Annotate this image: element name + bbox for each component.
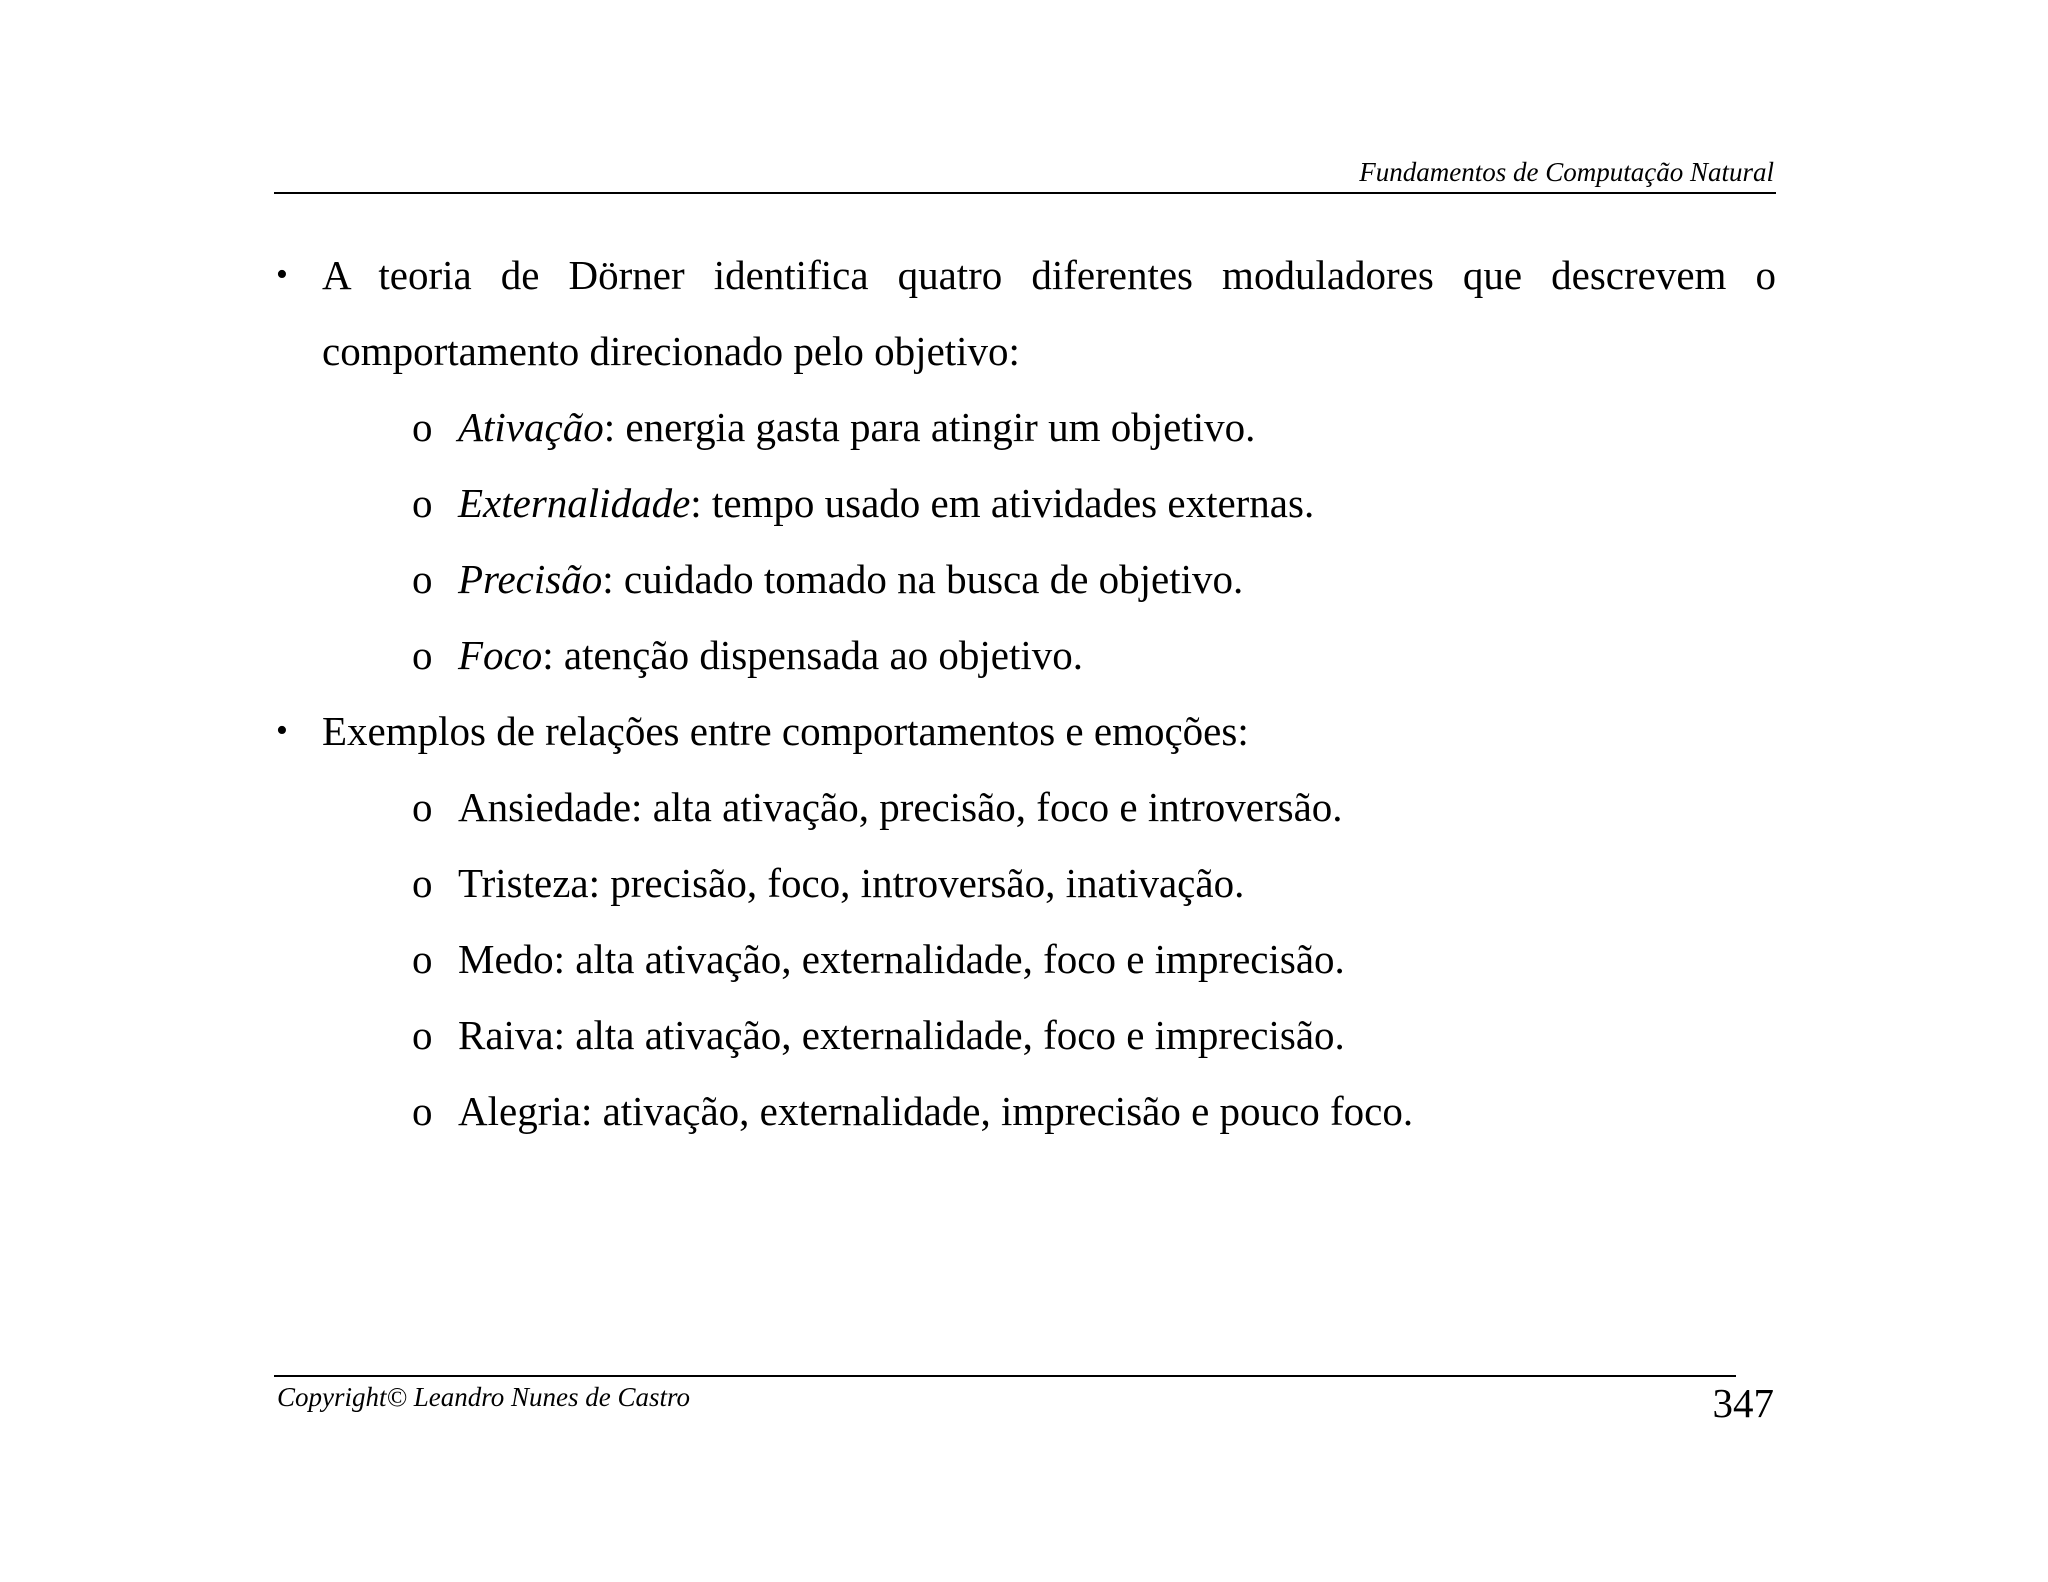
sub-marker: o bbox=[412, 860, 433, 906]
sub-marker: o bbox=[412, 1012, 433, 1058]
term-description: : tempo usado em atividades externas. bbox=[690, 480, 1315, 526]
header-rule bbox=[274, 192, 1776, 194]
sub-marker: o bbox=[412, 936, 433, 982]
slide-content bbox=[274, 237, 1776, 1149]
sub-marker: o bbox=[412, 480, 433, 526]
sub-item-tristeza bbox=[322, 845, 1776, 921]
term-description: : atenção dispensada ao objetivo. bbox=[542, 632, 1084, 678]
sub-item-raiva bbox=[322, 997, 1776, 1073]
footer-copyright: Copyright© Leandro Nunes de Castro bbox=[277, 1382, 691, 1412]
sub-list-moduladores bbox=[322, 389, 1776, 693]
term-label: Precisão bbox=[458, 556, 603, 602]
bullet-text: Exemplos de relações entre comportamentos e emoções: bbox=[322, 708, 1249, 754]
sub-item-text: Medo: alta ativação, externalidade, foco e imprecisão. bbox=[458, 936, 1345, 982]
page-number: 347 bbox=[1712, 1380, 1774, 1426]
sub-item-text: Ansiedade: alta ativação, precisão, foco e introversão. bbox=[458, 784, 1343, 830]
sub-marker: o bbox=[412, 404, 433, 450]
sub-item-medo bbox=[322, 921, 1776, 997]
sub-item-foco bbox=[322, 617, 1776, 693]
bullet-moduladores bbox=[274, 237, 1776, 693]
bullet-text: A teoria de Dörner identifica quatro diferentes moduladores que descrevem o comportamento direcionado pelo objetivo: bbox=[322, 252, 1776, 374]
bullet-marker: • bbox=[276, 256, 288, 293]
sub-marker: o bbox=[412, 556, 433, 602]
sub-item-text: Tristeza: precisão, foco, introversão, inativação. bbox=[458, 860, 1245, 906]
footer-rule bbox=[274, 1375, 1736, 1377]
sub-item-ativacao bbox=[322, 389, 1776, 465]
sub-marker: o bbox=[412, 784, 433, 830]
sub-item-text: Alegria: ativação, externalidade, imprecisão e pouco foco. bbox=[458, 1088, 1414, 1134]
sub-item-externalidade bbox=[322, 465, 1776, 541]
sub-item-text: Raiva: alta ativação, externalidade, foco e imprecisão. bbox=[458, 1012, 1345, 1058]
term-description: : cuidado tomado na busca de objetivo. bbox=[602, 556, 1244, 602]
term-description: : energia gasta para atingir um objetivo. bbox=[603, 404, 1256, 450]
bullet-exemplos bbox=[274, 693, 1776, 1149]
term-label: Ativação bbox=[458, 404, 604, 450]
sub-item-alegria bbox=[322, 1073, 1776, 1149]
sub-marker: o bbox=[412, 1088, 433, 1134]
sub-item-precisao bbox=[322, 541, 1776, 617]
term-label: Foco bbox=[458, 632, 543, 678]
sub-list-exemplos bbox=[322, 769, 1776, 1149]
bullet-marker: • bbox=[276, 712, 288, 749]
sub-item-ansiedade bbox=[322, 769, 1776, 845]
running-header-title: Fundamentos de Computação Natural bbox=[1359, 157, 1774, 187]
term-label: Externalidade bbox=[458, 480, 691, 526]
sub-marker: o bbox=[412, 632, 433, 678]
